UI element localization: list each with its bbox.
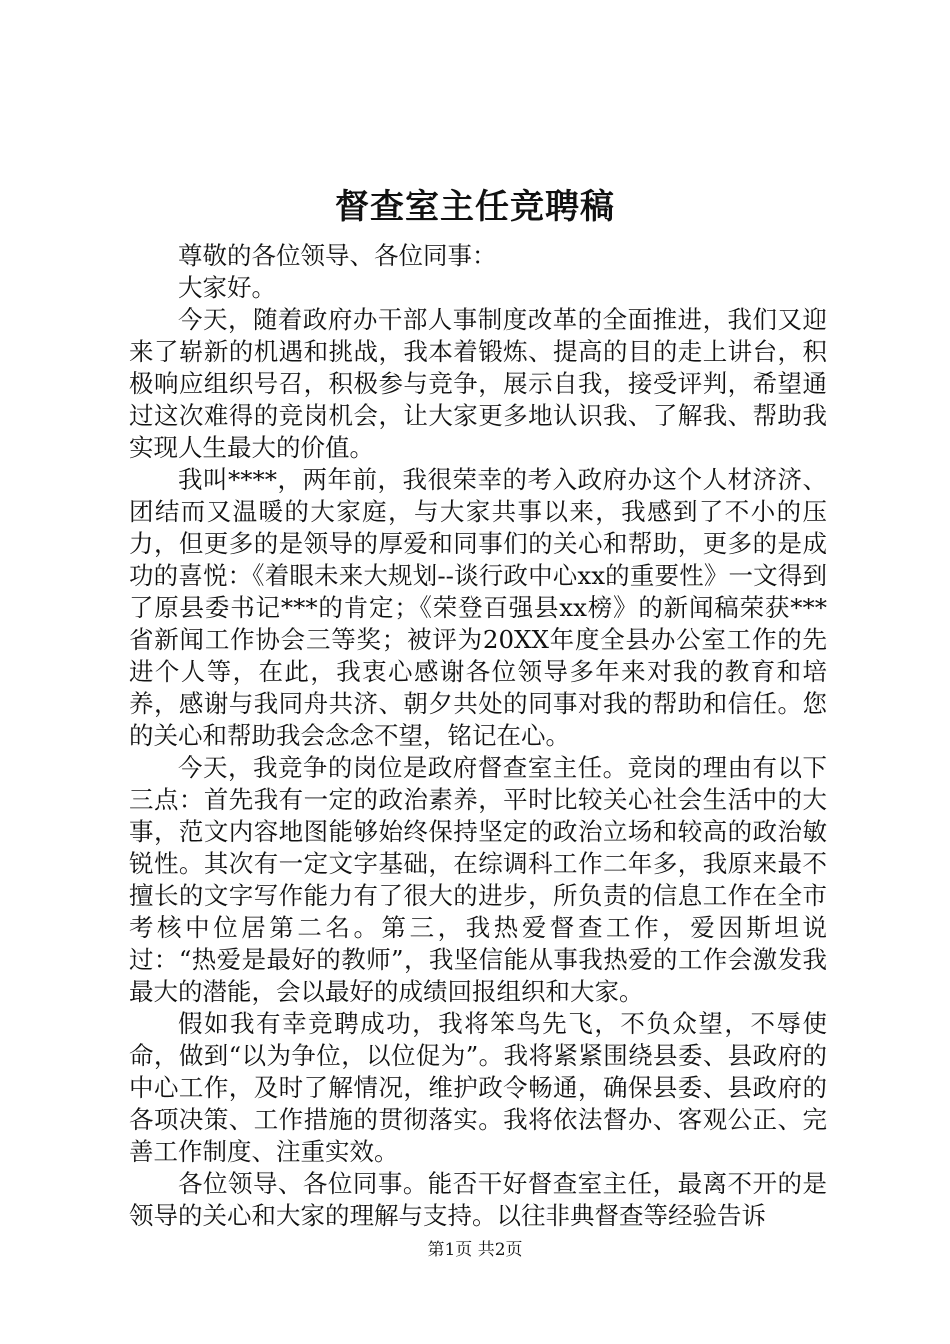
body-paragraph: 各位领导、各位同事。能否干好督查室主任，最离不开的是领导的关心和大家的理解与支持。以往非典督查等经验告诉 (129, 1169, 827, 1230)
document-title: 督查室主任竞聘稿 (335, 187, 615, 227)
body-paragraph: 假如我有幸竞聘成功，我将笨鸟先飞，不负众望，不辱使命，做到“以为争位，以位促为”。我将紧紧围绕县委、县政府的中心工作，及时了解情况，维护政令畅通，确保县委、县政府的各项决策、工作措施的贯彻落实。我将依法督办、客观公正、完善工作制度、注重实效。 (129, 1009, 827, 1166)
salutation: 尊敬的各位领导、各位同事： (178, 241, 497, 270)
body-paragraph: 我叫****，两年前，我很荣幸的考入政府办这个人材济济、团结而又温暖的大家庭，与大家共事以来，我感到了不小的压力，但更多的是领导的厚爱和同事们的关心和帮助，更多的是成功的喜悦：《着眼未来大规划--谈行政中心xx的重要性》一文得到了原县委书记***的肯定；《荣登百强县xx榜》的新闻稿荣获***省新闻工作协会三等奖；被评为20XX年度全县办公室工作的先进个人等，在此，我衷心感谢各位领导多年来对我的教育和培养，感谢与我同舟共济、朝夕共处的同事对我的帮助和信任。您的关心和帮助我会念念不望，铭记在心。 (129, 465, 827, 750)
body-paragraph: 今天，我竞争的岗位是政府督查室主任。竞岗的理由有以下三点：首先我有一定的政治素养，平时比较关心社会生活中的大事，范文内容地图能够始终保持坚定的政治立场和较高的政治敏锐性。其次有一定文字基础，在综调科工作二年多，我原来最不擅长的文字写作能力有了很大的进步，所负责的信息工作在全市考核中位居第二名。第三，我热爱督查工作，爱因斯坦说过：“热爱是最好的教师”，我坚信能从事我热爱的工作会激发我最大的潜能，会以最好的成绩回报组织和大家。 (129, 753, 827, 1006)
document-body (129, 240, 827, 1232)
page-footer: 第1页 共2页 (427, 1240, 523, 1260)
body-paragraph: 今天，随着政府办干部人事制度改革的全面推进，我们又迎来了崭新的机遇和挑战，我本着锻炼、提高的目的走上讲台，积极响应组织号召，积极参与竞争，展示自我，接受评判，希望通过这次难得的竞岗机会，让大家更多地认识我、了解我、帮助我实现人生最大的价值。 (129, 305, 827, 462)
greeting: 大家好。 (178, 273, 276, 302)
